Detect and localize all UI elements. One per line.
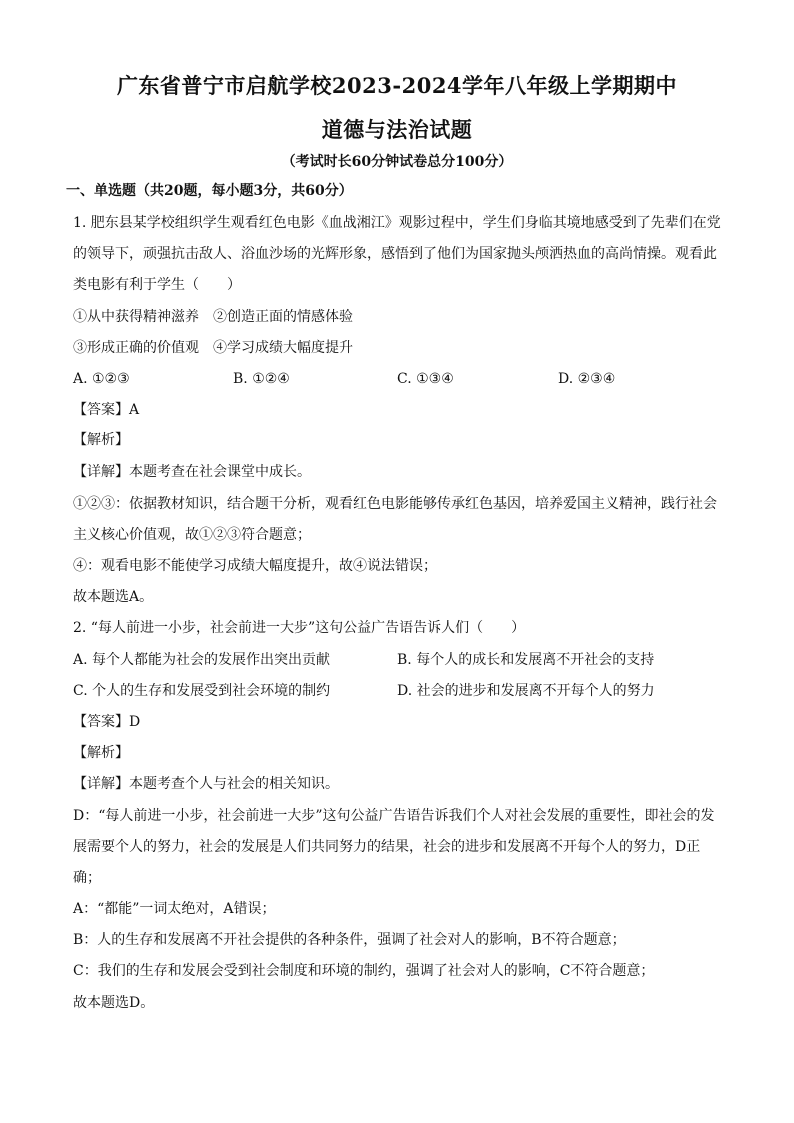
q1-option-c: C. ①③④ — [397, 371, 454, 387]
q1-statement: ①从中获得精神滋养 ②创造正面的情感体验 — [73, 309, 353, 325]
q2-answer: 【答案】D — [73, 714, 141, 730]
q2-option-d: D. 社会的进步和发展离不开每个人的努力 — [397, 683, 655, 699]
q2-explanation-line: B：人的生存和发展离不开社会提供的各种条件，强调了社会对人的影响，B不符合题意； — [73, 932, 626, 948]
q2-conclusion: 故本题选D。 — [73, 995, 155, 1011]
exam-info: （考试时长60分钟试卷总分100分） — [281, 154, 513, 170]
q2-detail: 【详解】本题考查个人与社会的相关知识。 — [73, 776, 339, 792]
q1-option-b: B. ①②④ — [233, 371, 290, 387]
q2-option-b: B. 每个人的成长和发展离不开社会的支持 — [397, 652, 655, 668]
q1-detail: 【详解】本题考查在社会课堂中成长。 — [73, 464, 311, 480]
q2-option-c: C. 个人的生存和发展受到社会环境的制约 — [73, 683, 331, 699]
q2-explanation-line: A：“都能”一词太绝对，A错误； — [73, 901, 276, 917]
section-heading: 一、单选题（共20题，每小题3分，共60分） — [66, 183, 353, 199]
exam-subject-title: 道德与法治试题 — [321, 117, 473, 142]
q1-explanation-line: ④：观看电影不能使学习成绩大幅度提升，故④说法错误； — [73, 558, 437, 574]
q2-explanation-line: 确； — [73, 870, 101, 886]
q1-option-d: D. ②③④ — [558, 371, 616, 387]
exam-title: 广东省普宁市启航学校2023-2024学年八年级上学期期中 — [116, 73, 678, 98]
q1-option-a: A. ①②③ — [73, 371, 130, 387]
q1-analysis-label: 【解析】 — [73, 432, 129, 448]
q2-explanation-line: C：我们的生存和发展会受到社会制度和环境的制约，强调了社会对人的影响，C不符合题意； — [73, 963, 655, 979]
q2-explanation-line: 展需要个人的努力，社会的发展是人们共同努力的结果，社会的进步和发展离不开每个人的努力，D正 — [73, 839, 701, 855]
q2-analysis-label: 【解析】 — [73, 745, 129, 761]
q2-explanation-line: D：“每人前进一小步，社会前进一大步”这句公益广告语告诉我们个人对社会发展的重要性，即社会的发 — [73, 808, 715, 824]
q1-answer: 【答案】A — [73, 402, 140, 418]
q1-stem-line: 的领导下，顽强抗击敌人、浴血沙场的光辉形象，感悟到了他们为国家抛头颅洒热血的高尚情操。观看此 — [73, 246, 717, 262]
q2-stem: 2. “每人前进一小步，社会前进一大步”这句公益广告语告诉人们（ ） — [73, 620, 526, 636]
q2-option-a: A. 每个人都能为社会的发展作出突出贡献 — [73, 652, 331, 668]
q1-stem-line: 1. 肥东县某学校组织学生观看红色电影《血战湘江》观影过程中，学生们身临其境地感受到了先辈们在党 — [73, 215, 721, 231]
q1-statement: ③形成正确的价值观 ④学习成绩大幅度提升 — [73, 340, 353, 356]
q1-explanation-line: ①②③：依据教材知识，结合题干分析，观看红色电影能够传承红色基因，培养爱国主义精神，践行社会 — [73, 496, 717, 512]
q1-conclusion: 故本题选A。 — [73, 589, 154, 605]
q1-explanation-line: 主义核心价值观，故①②③符合题意； — [73, 527, 311, 543]
q1-stem-line: 类电影有利于学生（ ） — [73, 277, 241, 293]
